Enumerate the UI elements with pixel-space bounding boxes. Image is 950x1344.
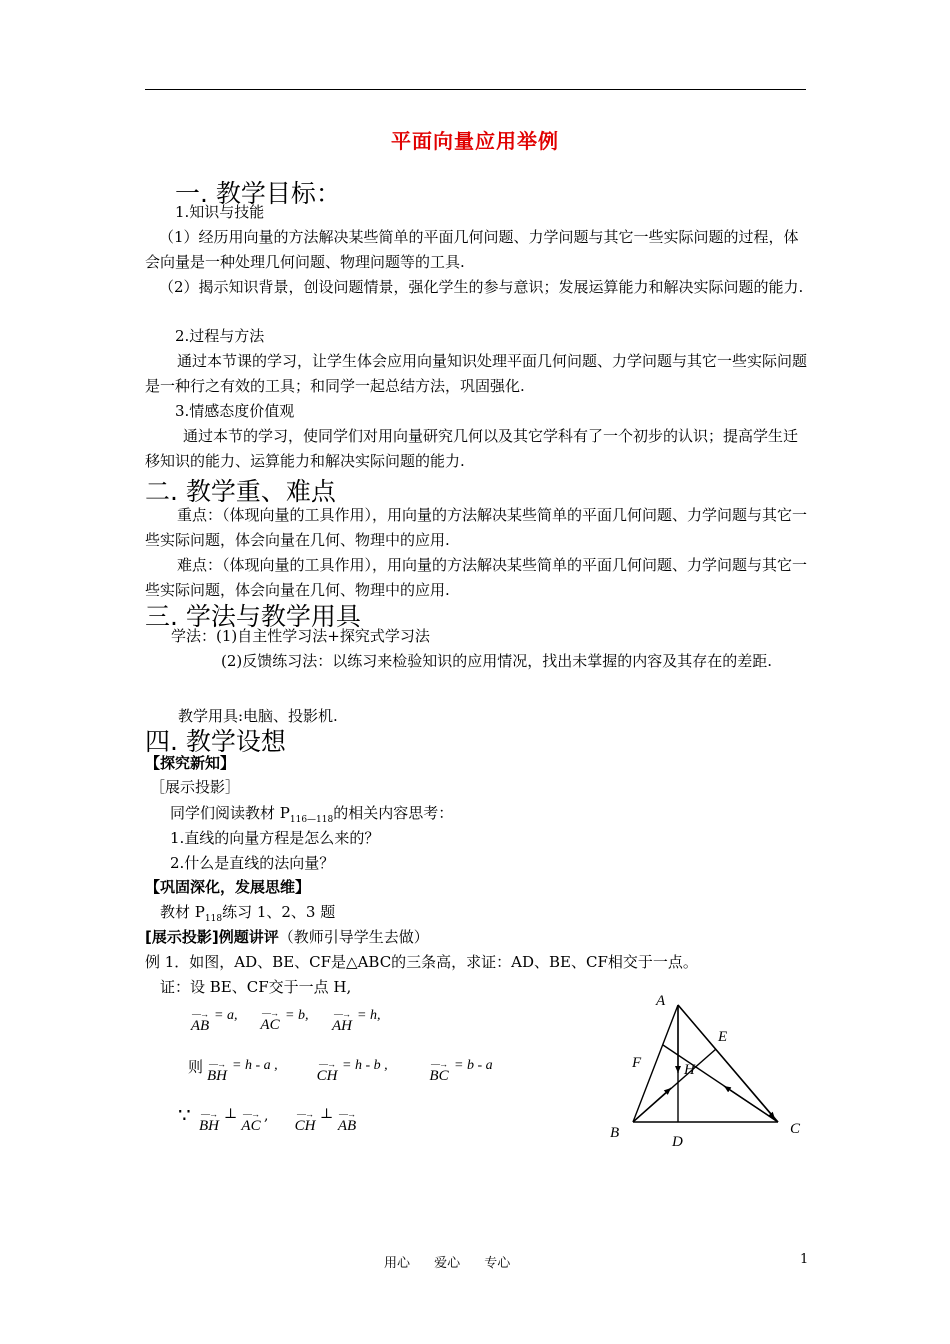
perp-symbol-1: ⊥ — [224, 1106, 238, 1122]
section-2-paragraph-2: 难点：（体现向量的工具作用），用向量的方法解决某些简单的平面几何问题、力学问题与其它一些实际问题，体会向量在几何、物理中的应用. — [145, 556, 808, 599]
label-e: E — [718, 1029, 728, 1045]
label-b: B — [610, 1125, 620, 1141]
vector-bh-2: —→ BH — [199, 1109, 219, 1134]
page-number: 1 — [800, 1252, 809, 1267]
example-tag: [展示投影]例题讲评（教师引导学生去做） — [145, 928, 429, 946]
then-label: 则 — [188, 1058, 204, 1076]
eq-b-minus-a: = b - a — [454, 1058, 493, 1073]
triangle-figure — [600, 985, 820, 1155]
label-f: F — [632, 1055, 642, 1071]
exercise-line: 教材 $P_{118}$练习 1、2、3 题 — [160, 903, 336, 924]
reading-instruction: 同学们阅读教材 $P_{116—118}$的相关内容思考： — [170, 804, 454, 825]
section-3-paragraph-1: 学法：(1)自主性学习法+探究式学习法 — [171, 627, 430, 645]
label-a: A — [656, 993, 666, 1009]
vector-bh: —→ BH — [207, 1059, 227, 1084]
eq-h-minus-b: = h - b , — [342, 1058, 388, 1073]
section-1-paragraph-4: 通过本节的学习，使同学们对用向量研究几何以及其它学科有了一个初步的认识；提高学生迁移知识的能力、运算能力和解决实际问题的能力. — [145, 427, 799, 470]
eq-h-minus-a: = h - a , — [232, 1058, 278, 1073]
section-1-paragraph-2: （2）揭示知识背景，创设问题情景，强化学生的参与意识；发展运算能力和解决实际问题的能力. — [159, 278, 804, 296]
vector-ch-2: —→ CH — [294, 1109, 316, 1134]
section-3-paragraph-3: 教学用具:电脑、投影机. — [178, 707, 338, 725]
question-1: 1.直线的向量方程是怎么来的？ — [170, 829, 380, 847]
tag-projection: ［展示投影］ — [150, 778, 241, 796]
vector-ac: —→ AC — [260, 1008, 280, 1033]
section-3-heading: 三. 学法与教学用具 — [145, 602, 361, 631]
vector-ab: —→ AB — [190, 1009, 210, 1034]
section-4-heading: 四. 教学设想 — [145, 727, 286, 756]
eq-h: = h, — [357, 1008, 381, 1023]
tag-consolidate: 【巩固深化，发展思维】 — [145, 878, 311, 896]
vector-ac-2: —→ AC — [241, 1109, 261, 1134]
example-1-statement: 例 1．如图，AD、BE、CF是△ABC的三条高，求证：AD、BE、CF相交于一点。 — [145, 953, 698, 971]
section-1-sub-1: 1.知识与技能 — [175, 203, 265, 221]
section-1-paragraph-1: （1）经历用向量的方法解决某些简单的平面几何问题、力学问题与其它一些实际问题的过程，体会向量是一种处理几何问题、物理问题等的工具. — [145, 228, 799, 271]
section-3-paragraph-2: (2)反馈练习法：以练习来检验知识的应用情况，找出未掌握的内容及其存在的差距. — [221, 652, 773, 670]
vector-bc: —→ BC — [429, 1059, 449, 1084]
section-2-heading: 二. 教学重、难点 — [145, 477, 336, 506]
question-2: 2.什么是直线的法向量？ — [170, 854, 335, 872]
label-d: D — [672, 1134, 683, 1150]
label-c: C — [790, 1121, 801, 1137]
vector-ch: —→ CH — [316, 1059, 338, 1084]
document-title: 平面向量应用举例 — [391, 129, 559, 153]
because-symbol: ∵ — [178, 1103, 191, 1127]
header-rule — [145, 89, 806, 90]
vector-ab-2: —→ AB — [337, 1109, 357, 1134]
tag-explore: 【探究新知】 — [145, 754, 236, 772]
section-1-sub-2: 2.过程与方法 — [175, 327, 265, 345]
label-h: H — [684, 1062, 695, 1078]
eq-b: = b, — [285, 1008, 309, 1023]
comma: , — [264, 1108, 269, 1124]
footer-text: 用心 爱心 专心 — [384, 1256, 511, 1271]
section-2-paragraph-1: 重点：（体现向量的工具作用），用向量的方法解决某些简单的平面几何问题、力学问题与其它一些实际问题，体会向量在几何、物理中的应用. — [145, 506, 808, 549]
vector-bh-arrow — [633, 1088, 671, 1122]
section-1-sub-3: 3.情感态度价值观 — [175, 402, 295, 420]
proof-intro: 证：设 BE、CF交于一点 H, — [160, 978, 352, 996]
section-1-heading: 一. 教学目标： — [175, 179, 341, 208]
eq-a: = a, — [214, 1008, 238, 1023]
vector-ah: —→ AH — [332, 1009, 352, 1034]
section-1-paragraph-3: 通过本节课的学习，让学生体会应用向量知识处理平面几何问题、力学问题与其它一些实际问题是一种行之有效的工具；和同学一起总结方法，巩固强化. — [145, 352, 808, 395]
perp-symbol-2: ⊥ — [320, 1106, 334, 1122]
